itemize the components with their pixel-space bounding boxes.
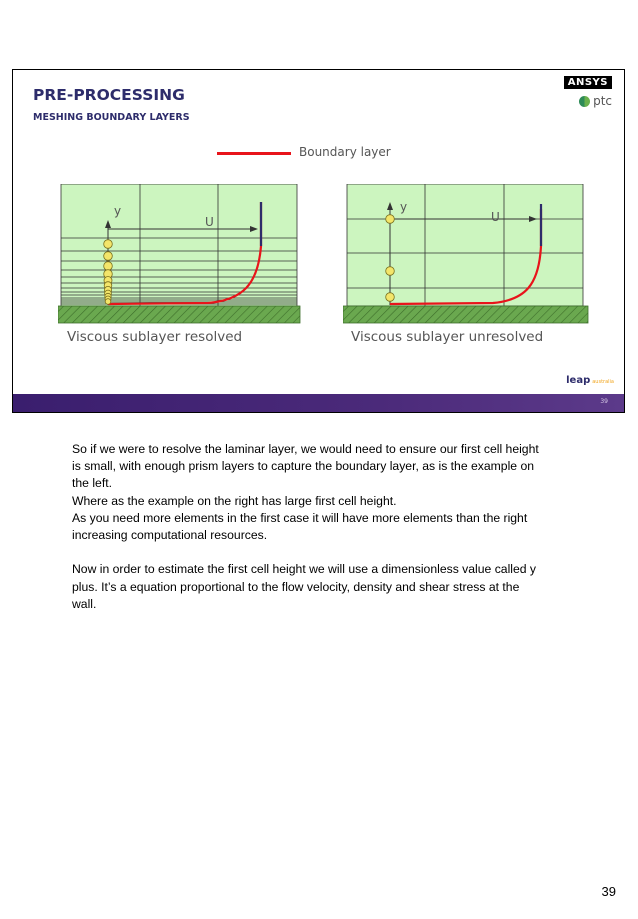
- mesh-node: [105, 299, 111, 305]
- slide-thumbnail: [12, 69, 625, 413]
- mesh-node: [104, 262, 113, 271]
- ptc-logo-text: ptc: [593, 94, 612, 108]
- wall: [58, 306, 300, 323]
- slide-number: 39: [600, 398, 608, 405]
- notes-line: So if we were to resolve the laminar layer, we would need to ensure our first cell height: [72, 442, 539, 456]
- diagram-resolved: [58, 184, 303, 326]
- caption-resolved: Viscous sublayer resolved: [67, 329, 243, 345]
- leap-logo: [566, 375, 614, 386]
- leap-logo-sub: australia: [592, 379, 614, 385]
- right-y-label: y: [400, 200, 408, 214]
- mesh-node: [386, 293, 395, 302]
- leap-logo-text: leap: [566, 375, 591, 386]
- right-u-label: U: [491, 210, 500, 224]
- mesh-node: [104, 240, 113, 249]
- notes-line: increasing computational resources.: [72, 528, 268, 543]
- notes-line: As you need more elements in the first case it will have more elements than the right: [72, 510, 528, 525]
- notes-line: is small, with enough prism layers to capture the boundary layer, as is the example on: [72, 459, 535, 474]
- notes-line: the left.: [72, 476, 112, 491]
- mesh-node: [386, 215, 395, 224]
- slide-footer-bar: [13, 394, 624, 412]
- notes-line: Where as the example on the right has large first cell height.: [72, 493, 397, 508]
- notes-line: wall.: [72, 596, 97, 611]
- ptc-logo: [579, 94, 612, 108]
- wall: [343, 306, 588, 323]
- caption-unresolved: Viscous sublayer unresolved: [351, 329, 544, 345]
- notes-gap: [72, 544, 572, 561]
- legend-label: Boundary layer: [299, 145, 391, 159]
- diagram-unresolved: [343, 184, 591, 326]
- ptc-logo-icon: [579, 96, 590, 107]
- mesh-node: [104, 252, 113, 261]
- slide-subtitle: MESHING BOUNDARY LAYERS: [33, 112, 190, 123]
- notes-line: Now in order to estimate the first cell height we will use a dimensionless value called y: [72, 562, 537, 577]
- left-u-label: U: [205, 215, 214, 229]
- left-y-label: y: [114, 204, 122, 218]
- notes-line: plus. It’s a equation proportional to the flow velocity, density and shear stress at the: [72, 579, 520, 594]
- ansys-logo: ANSYS: [564, 76, 612, 89]
- legend-line: [217, 152, 291, 155]
- mesh-node: [386, 267, 395, 276]
- page-number: 39: [601, 884, 616, 899]
- speaker-notes: [72, 441, 572, 613]
- slide-title: PRE-PROCESSING: [33, 86, 185, 104]
